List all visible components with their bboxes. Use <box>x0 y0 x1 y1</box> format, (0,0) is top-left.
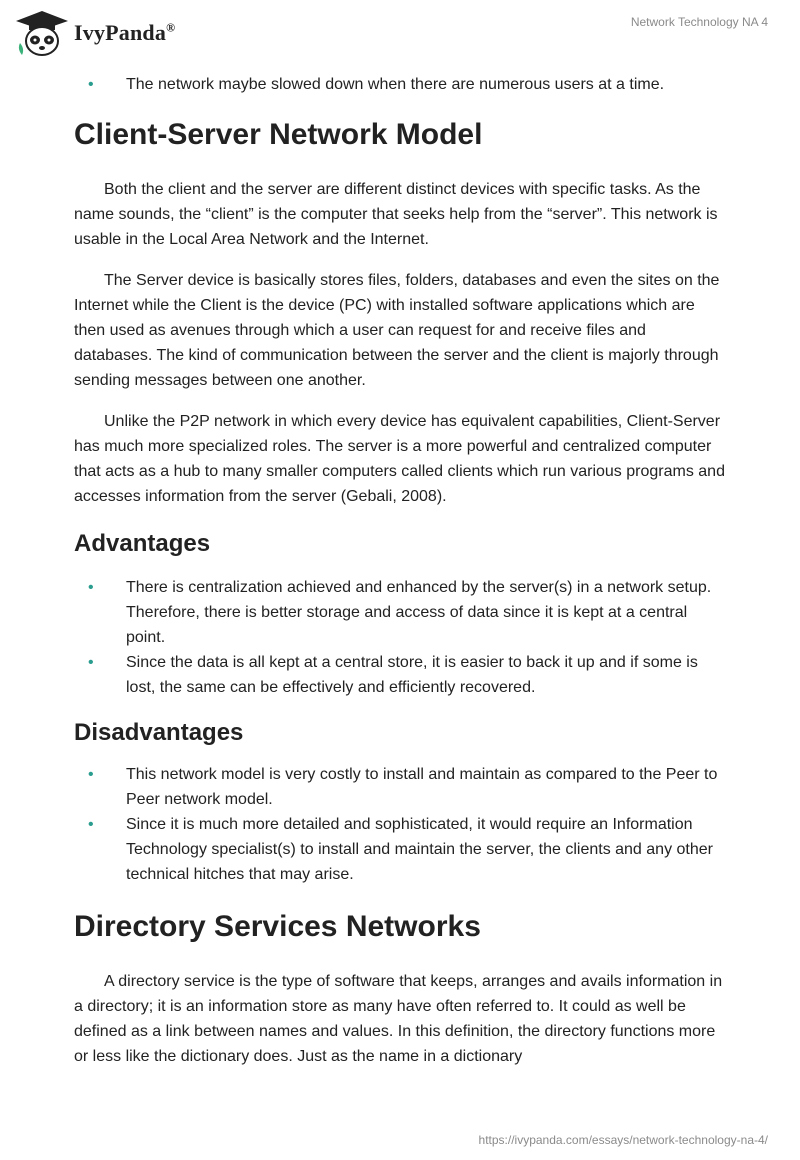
paragraph: Unlike the P2P network in which every device has equivalent capabilities, Client-Server has much more specialized roles. The server is a more powerful and centralized computer that acts as a hub to many smaller computers called clients which run various programs and accesses information from the server (Gebali, 2008). <box>74 413 725 505</box>
document-title: Network Technology NA 4 <box>630 15 768 29</box>
list-item: • Since it is much more detailed and sophisticated, it would require an Information Technology specialist(s) to install and maintain the server, the clients and any other technical hitches that may arise. <box>74 812 728 887</box>
bullet-icon: • <box>88 654 94 671</box>
section-heading-advantages: Advantages <box>74 530 211 557</box>
advantages-list <box>74 575 728 700</box>
section-heading-client-server: Client-Server Network Model <box>74 118 483 151</box>
list-item: • Since the data is all kept at a central store, it is easier to back it up and if some is lost, the same can be effectively and efficiently recovered. <box>74 650 728 700</box>
section-heading-directory-services: Directory Services Networks <box>74 910 481 943</box>
panda-graduate-icon <box>14 9 70 57</box>
disadvantages-list <box>74 762 728 887</box>
bullet-icon: • <box>88 76 94 93</box>
bullet-icon: • <box>88 579 94 596</box>
ivypanda-logo[interactable] <box>14 9 175 57</box>
top-bullet-list <box>74 72 728 97</box>
bullet-icon: • <box>88 766 94 783</box>
page-header <box>0 0 800 64</box>
essay-content <box>74 70 728 1069</box>
list-item: • This network model is very costly to install and maintain as compared to the Peer to Peer network model. <box>74 762 728 812</box>
list-item: • The network maybe slowed down when there are numerous users at a time. <box>74 72 728 97</box>
source-url[interactable]: https://ivypanda.com/essays/network-technology-na-4/ <box>478 1133 768 1147</box>
bullet-icon: • <box>88 816 94 833</box>
section-heading-disadvantages: Disadvantages <box>74 719 244 746</box>
brand-name: IvyPanda® <box>74 20 176 45</box>
list-item: • There is centralization achieved and enhanced by the server(s) in a network setup. Therefore, there is better storage and access of data since it is kept at a central point. <box>74 575 728 650</box>
paragraph: A directory service is the type of software that keeps, arranges and avails information in a directory; it is an information store as many have often referred to. It could as well be defined as a link between names and values. In this definition, the directory functions more or less like the dictionary does. Just as the name in a dictionary <box>74 973 723 1065</box>
paragraph: Both the client and the server are different distinct devices with specific tasks. As the name sounds, the “client” is the computer that seeks help from the “server”. This network is usable in the Local Area Network and the Internet. <box>74 181 718 248</box>
paragraph: The Server device is basically stores files, folders, databases and even the sites on the Internet while the Client is the device (PC) with installed software applications which are then used as avenues through which a user can request for and receive files and databases. The kind of communication between the server and the client is majorly through sending messages between one another. <box>74 272 720 389</box>
